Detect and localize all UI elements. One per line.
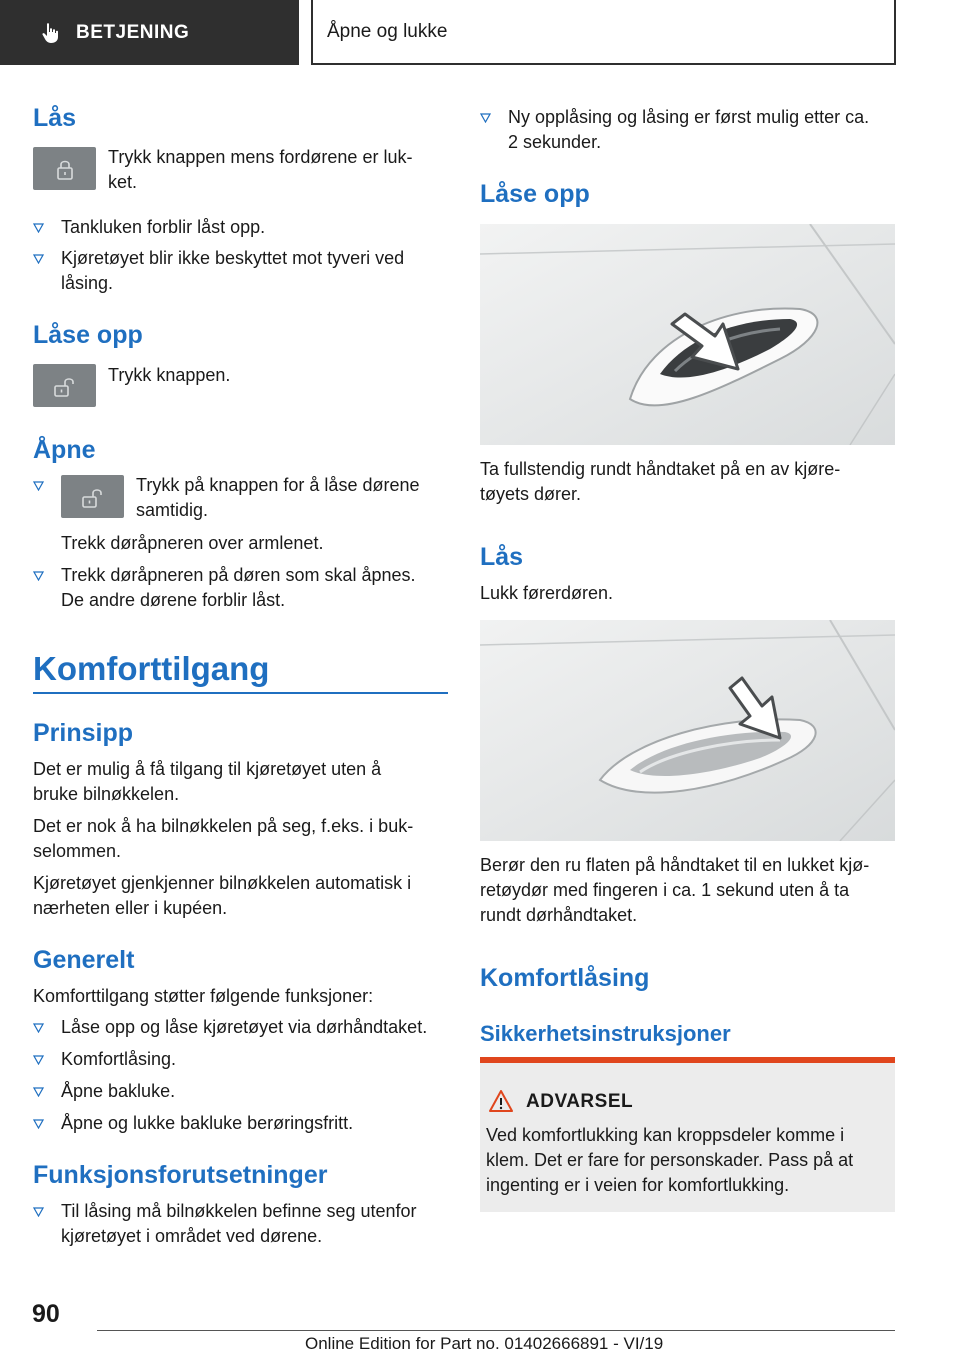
padlock-open-icon bbox=[52, 373, 78, 399]
list-item: Tankluken forblir låst opp. bbox=[33, 215, 448, 240]
paragraph: Det er nok å ha bilnøkkelen på seg, f.eks. i buk- selommen. bbox=[33, 816, 414, 861]
unlock-button-image bbox=[33, 364, 96, 407]
heading-generelt: Generelt bbox=[33, 946, 135, 974]
list-item: Åpne og lukke bakluke berøringsfritt. bbox=[33, 1111, 453, 1136]
door-handle-touch-photo bbox=[480, 620, 895, 841]
apne-instruction-extra: Trekk døråpneren over armlenet. bbox=[61, 533, 324, 553]
paragraph: Kjøretøyet gjenkjenner bilnøkkelen automatisk i nærheten eller i kupéen. bbox=[33, 873, 412, 918]
heading-las-right: Lås bbox=[480, 543, 524, 571]
triangle-bullet-icon bbox=[33, 1023, 44, 1033]
las-instruction: Trykk knappen mens fordørene er luk- ket. bbox=[108, 147, 413, 192]
list-item: Kjøretøyet blir ikke beskyttet mot tyveri ved låsing. bbox=[33, 246, 448, 296]
section-tab bbox=[0, 0, 299, 65]
padlock-closed-icon bbox=[52, 156, 78, 182]
hand-pointer-icon bbox=[40, 22, 62, 44]
lase-opp-instruction: Trykk knappen. bbox=[108, 365, 231, 385]
heading-prinsipp: Prinsipp bbox=[33, 719, 134, 747]
lock-button-image bbox=[33, 147, 96, 190]
list-item: Låse opp og låse kjøretøyet via dørhåndtaket. bbox=[33, 1015, 453, 1040]
paragraph: Komforttilgang støtter følgende funksjoner: bbox=[33, 986, 374, 1006]
heading-las: Lås bbox=[33, 104, 77, 132]
photo-caption: Ta fullstendig rundt håndtaket på en av kjøre- tøyets dører. bbox=[480, 459, 841, 504]
warning-body: Ved komfortlukking kan kroppsdeler komme i klem. Det er fare for personskader. Pass på at ingenting er i veien for komfortlukking. bbox=[486, 1125, 854, 1195]
chapter-title: Åpne og lukke bbox=[327, 20, 448, 42]
paragraph: Det er mulig å få tilgang til kjøretøyet uten å bruke bilnøkkelen. bbox=[33, 759, 382, 804]
triangle-bullet-icon bbox=[33, 1087, 44, 1097]
padlock-open-icon bbox=[80, 484, 106, 510]
warning-box bbox=[480, 1057, 895, 1212]
triangle-bullet-icon bbox=[33, 1207, 44, 1217]
heading-sikkerhetsinstruksjoner: Sikkerhetsinstruksjoner bbox=[480, 1021, 731, 1046]
footer-rule bbox=[97, 1330, 895, 1331]
heading-komfortlasing: Komfortlåsing bbox=[480, 964, 650, 992]
list-item: Åpne bakluke. bbox=[33, 1079, 453, 1104]
list-item: Ny opplåsing og låsing er først mulig etter ca. 2 sekunder. bbox=[480, 105, 900, 155]
heading-rule bbox=[33, 692, 448, 694]
triangle-bullet-icon bbox=[33, 1119, 44, 1129]
triangle-bullet-icon bbox=[33, 481, 44, 491]
warning-triangle-icon bbox=[488, 1089, 514, 1113]
unlock-button-image bbox=[61, 475, 124, 518]
photo-caption: Berør den ru flaten på håndtaket til en lukket kjø- retøydør med fingeren i ca. 1 sekund uten å ta rundt dørhåndtaket. bbox=[480, 855, 870, 925]
list-item: Komfortlåsing. bbox=[33, 1047, 453, 1072]
page-number: 90 bbox=[32, 1300, 60, 1328]
heading-apne: Åpne bbox=[33, 436, 96, 464]
section-title: BETJENING bbox=[76, 21, 190, 43]
list-item: Til låsing må bilnøkkelen befinne seg utenfor kjøretøyet i området ved dørene. bbox=[33, 1199, 453, 1249]
triangle-bullet-icon bbox=[33, 1055, 44, 1065]
las-instruction-right: Lukk førerdøren. bbox=[480, 583, 614, 603]
triangle-bullet-icon bbox=[33, 254, 44, 264]
chapter-tab bbox=[311, 0, 896, 65]
apne-instruction: Trykk på knappen for å låse dørene samtidig. bbox=[136, 475, 420, 520]
triangle-bullet-icon bbox=[480, 113, 491, 123]
footer-edition: Online Edition for Part no. 01402666891 - VI/19 bbox=[305, 1334, 664, 1353]
heading-lase-opp-right: Låse opp bbox=[480, 180, 590, 208]
heading-komforttilgang: Komforttilgang bbox=[33, 650, 270, 687]
door-handle-touch-illustration bbox=[480, 620, 895, 841]
door-handle-grip-photo bbox=[480, 224, 895, 445]
triangle-bullet-icon bbox=[33, 571, 44, 581]
heading-funksjonsforutsetninger: Funksjonsforutsetninger bbox=[33, 1161, 328, 1189]
heading-lase-opp: Låse opp bbox=[33, 321, 143, 349]
door-handle-grip-illustration bbox=[480, 224, 895, 445]
list-item: Trekk døråpneren på døren som skal åpnes. De andre dørene forblir låst. bbox=[33, 563, 453, 613]
triangle-bullet-icon bbox=[33, 223, 44, 233]
warning-title: ADVARSEL bbox=[526, 1091, 634, 1112]
